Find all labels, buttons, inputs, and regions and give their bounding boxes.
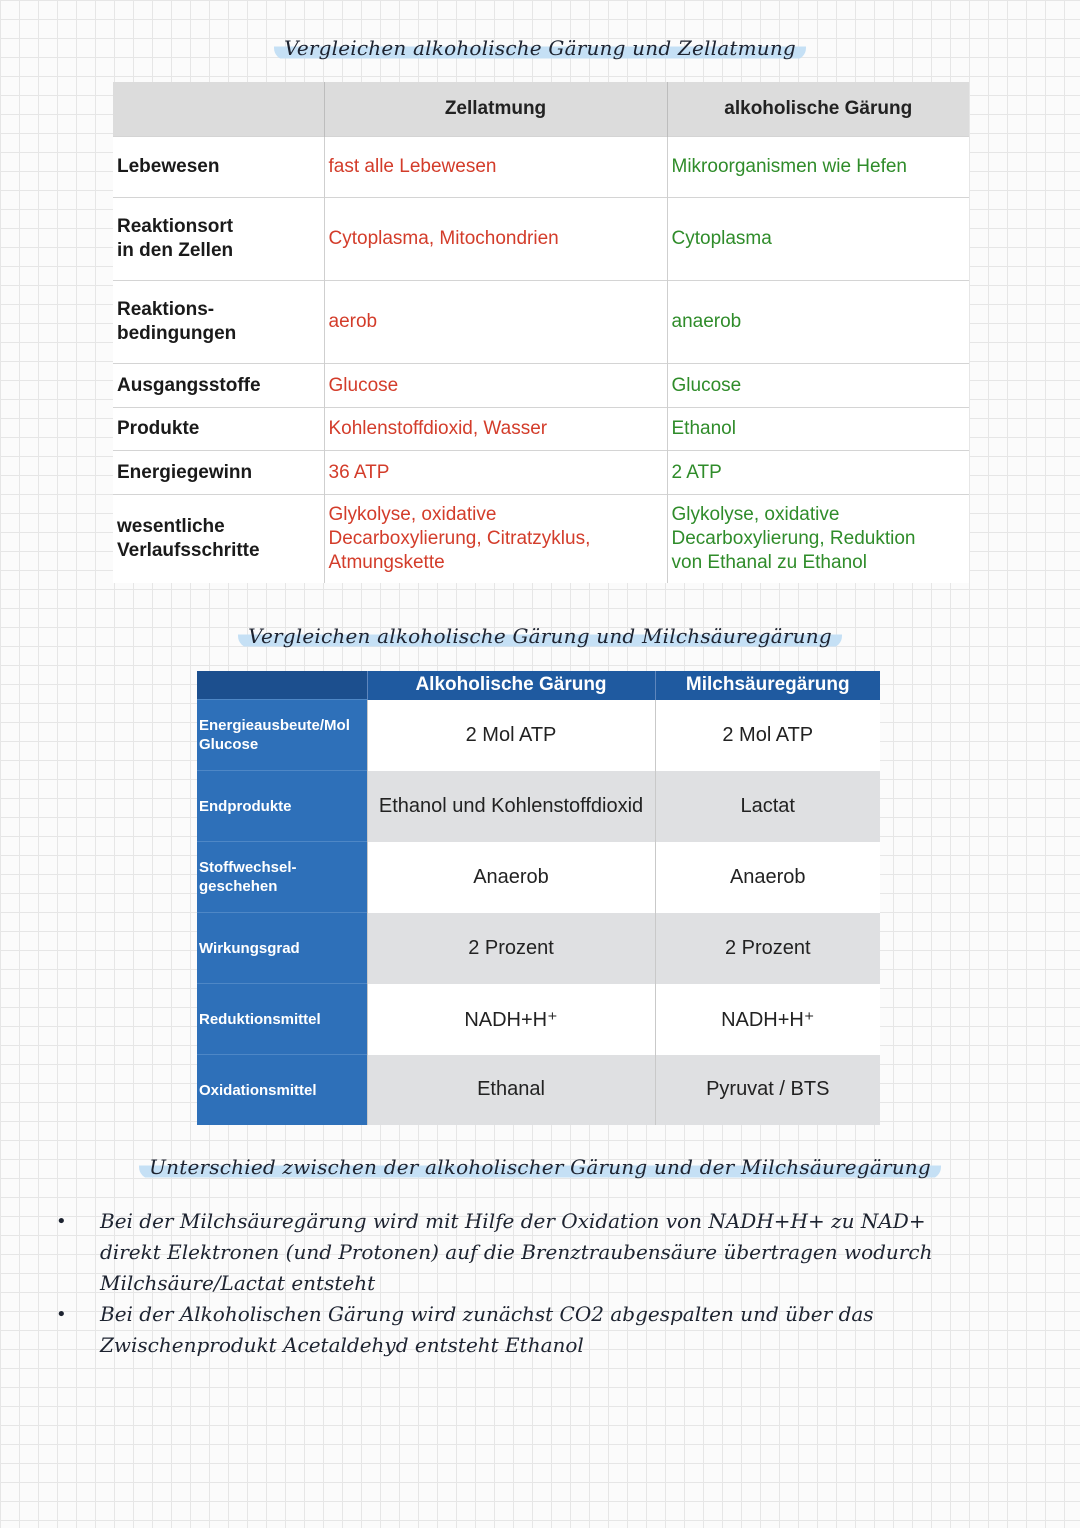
comparison-table-zellatmung [113, 82, 969, 583]
row-label [197, 700, 367, 771]
milchsaeure-cell: Pyruvat / BTS [655, 1055, 880, 1126]
gaerung-cell [667, 198, 969, 281]
alkohol-cell: Ethanol und Kohlenstoffdioxid [367, 771, 655, 842]
alkohol-cell: 2 Mol ATP [367, 700, 655, 771]
row-label [113, 364, 324, 408]
alkohol-cell: 2 Prozent [367, 913, 655, 984]
heading-milchsaeure-vergleich [0, 622, 1080, 648]
table-row [197, 700, 880, 771]
row-label [113, 451, 324, 495]
table-row [113, 408, 969, 451]
alkohol-cell: NADH+H⁺ [367, 984, 655, 1055]
label-line: Energieausbeute/Mol [199, 717, 350, 734]
heading-unterschied [0, 1153, 1080, 1179]
row-label [197, 1055, 367, 1126]
row-label [197, 771, 367, 842]
milchsaeure-cell: Anaerob [655, 842, 880, 913]
zellatmung-cell [324, 281, 667, 364]
zellatmung-cell [324, 451, 667, 495]
label-line: Energiegewinn [117, 461, 253, 483]
milchsaeure-cell: 2 Prozent [655, 913, 880, 984]
note-line: Milchsäure/Lactat entsteht [100, 1271, 376, 1295]
zellatmung-cell [324, 198, 667, 281]
cell-line: von Ethanal zu Ethanol [671, 551, 867, 573]
label-line: Stoffwechsel- [199, 859, 297, 876]
heading-text: Vergleichen alkoholische Gärung und Zellatmung [274, 34, 806, 60]
gaerung-cell [667, 495, 969, 583]
cell-line: Cytoplasma, Mitochondrien [328, 228, 559, 249]
cell-line: 2 ATP [671, 461, 722, 483]
gaerung-cell [667, 137, 969, 198]
table-header-row [113, 82, 969, 137]
row-label [197, 842, 367, 913]
table-row [113, 451, 969, 495]
alkohol-cell: Ethanal [367, 1055, 655, 1126]
row-label [113, 281, 324, 364]
label-line: Verlaufsschritte [117, 539, 260, 561]
label-line: wesentliche [117, 515, 225, 537]
table-row [113, 198, 969, 281]
header-alkoholische-gaerung: Alkoholische Gärung [367, 671, 655, 700]
milchsaeure-cell: NADH+H⁺ [655, 984, 880, 1055]
cell-line: aerob [328, 311, 378, 332]
gaerung-cell [667, 364, 969, 408]
milchsaeure-cell: Lactat [655, 771, 880, 842]
table-row [197, 984, 880, 1055]
cell-line: Atmungskette [328, 551, 445, 573]
label-line: Produkte [117, 418, 200, 439]
row-label [113, 408, 324, 451]
table-row [113, 495, 969, 583]
heading-text: Unterschied zwischen der alkoholischer Gärung und der Milchsäuregärung [139, 1153, 941, 1179]
header-empty [113, 82, 324, 137]
label-line: in den Zellen [117, 240, 234, 261]
label-line: bedingungen [117, 323, 237, 344]
cell-line: Decarboxylierung, Citratzyklus, [328, 527, 591, 549]
label-line: Endprodukte [199, 797, 292, 815]
table-header-row [197, 671, 880, 700]
header-alkoholische-gaerung: alkoholische Gärung [667, 82, 969, 137]
label-line: Reduktionsmittel [199, 1010, 321, 1028]
zellatmung-cell [324, 137, 667, 198]
zellatmung-cell [324, 364, 667, 408]
gaerung-cell [667, 408, 969, 451]
cell-line: anaerob [671, 311, 742, 332]
cell-line: Cytoplasma [671, 228, 772, 249]
row-label [197, 913, 367, 984]
note-line: Bei der Alkoholischen Gärung wird zunächst CO2 abgespalten und über das [100, 1302, 874, 1326]
table-row [197, 913, 880, 984]
cell-line: Glykolyse, oxidative [328, 503, 497, 525]
milchsaeure-cell: 2 Mol ATP [655, 700, 880, 771]
cell-line: Kohlenstoffdioxid, Wasser [328, 418, 548, 439]
comparison-table-milchsaeure [197, 671, 880, 1125]
label-line: Glucose [199, 736, 259, 753]
label-line: Lebewesen [117, 156, 220, 177]
note-line: Bei der Milchsäuregärung wird mit Hilfe der Oxidation von NADH+H+ zu NAD+ [100, 1209, 926, 1233]
label-line: Ausgangsstoffe [117, 374, 261, 396]
list-item [56, 1299, 1016, 1361]
notes-list [56, 1206, 1016, 1361]
row-label [197, 984, 367, 1055]
zellatmung-cell [324, 408, 667, 451]
gaerung-cell [667, 451, 969, 495]
table-row [113, 137, 969, 198]
table-row [113, 364, 969, 408]
cell-line: Decarboxylierung, Reduktion [671, 527, 916, 549]
row-label [113, 198, 324, 281]
label-line: Reaktionsort [117, 216, 234, 237]
label-line: geschehen [199, 878, 278, 895]
cell-line: Glykolyse, oxidative [671, 503, 840, 525]
heading-zellatmung-vergleich [0, 34, 1080, 60]
table-row [197, 771, 880, 842]
label-line: Wirkungsgrad [199, 939, 300, 957]
gaerung-cell [667, 281, 969, 364]
table-row [197, 1055, 880, 1126]
header-milchsaeuregaerung: Milchsäuregärung [655, 671, 880, 700]
bullet-icon: • [56, 1211, 67, 1232]
cell-line: Ethanol [671, 418, 736, 439]
bullet-icon: • [56, 1304, 67, 1325]
table-row [197, 842, 880, 913]
header-zellatmung: Zellatmung [324, 82, 667, 137]
zellatmung-cell [324, 495, 667, 583]
cell-line: fast alle Lebewesen [328, 156, 497, 177]
cell-line: Mikroorganismen wie Hefen [671, 156, 907, 177]
label-line: Reaktions- [117, 299, 215, 320]
cell-line: 36 ATP [328, 461, 390, 483]
alkohol-cell: Anaerob [367, 842, 655, 913]
label-line: Oxidationsmittel [199, 1081, 317, 1099]
row-label [113, 495, 324, 583]
list-item [56, 1206, 1016, 1299]
header-empty [197, 671, 367, 700]
note-line: Zwischenprodukt Acetaldehyd entsteht Ethanol [100, 1333, 584, 1357]
cell-line: Glucose [328, 374, 399, 396]
row-label [113, 137, 324, 198]
cell-line: Glucose [671, 374, 742, 396]
heading-text: Vergleichen alkoholische Gärung und Milchsäuregärung [238, 622, 842, 648]
note-line: direkt Elektronen (und Protonen) auf die Brenztraubensäure übertragen wodurch [100, 1240, 933, 1264]
table-row [113, 281, 969, 364]
